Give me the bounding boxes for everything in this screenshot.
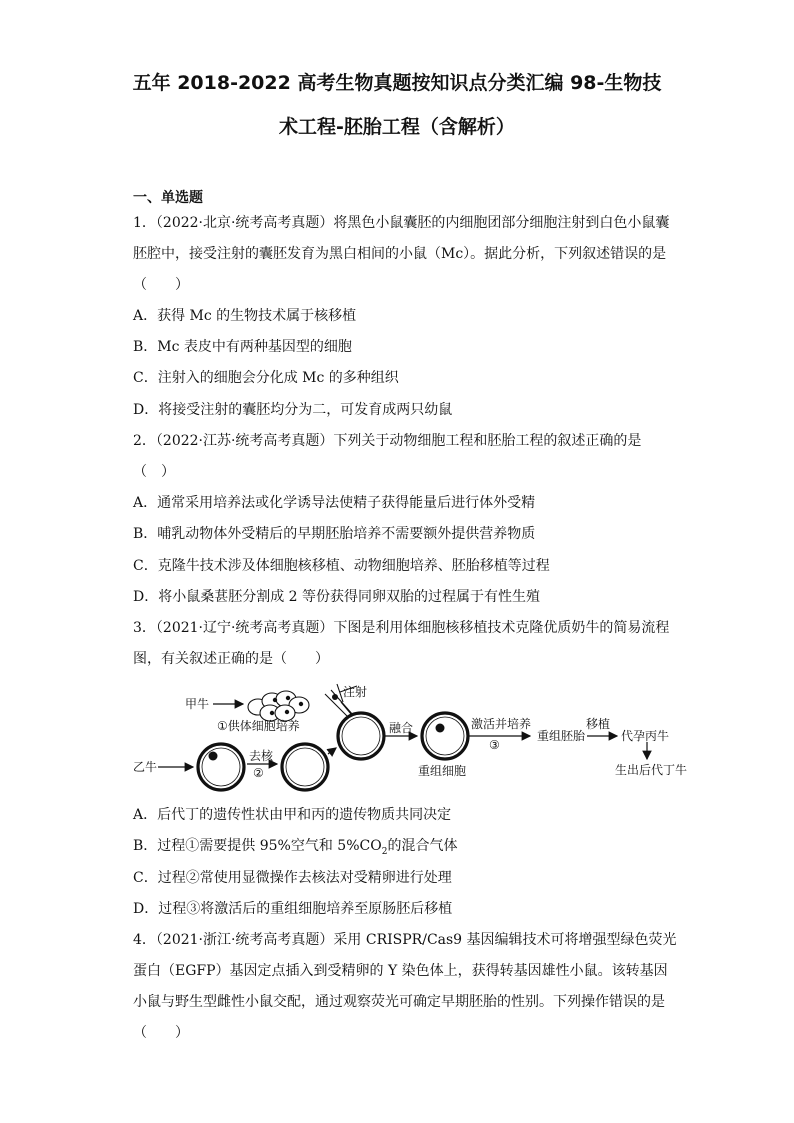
label-enucleation: 去核 xyxy=(249,749,274,763)
q2-option-c: C．克隆牛技术涉及体细胞核移植、动物细胞培养、胚胎移植等过程 xyxy=(133,558,550,574)
q1-option-b: B．Mc 表皮中有两种基因型的细胞 xyxy=(133,339,352,355)
q4-stem-line4: （ ） xyxy=(133,1025,189,1041)
q3-option-b-text: B．过程①需要提供 95%空气和 5%CO xyxy=(133,838,382,854)
label-offspring-ding: 生出后代丁牛 xyxy=(615,763,688,777)
q2-option-b: B．哺乳动物体外受精后的早期胚胎培养不需要额外提供营养物质 xyxy=(133,526,536,542)
section-heading: 一、单选题 xyxy=(133,190,203,206)
label-recombinant-cell: 重组细胞 xyxy=(418,764,467,778)
oocyte-with-nucleus xyxy=(198,744,244,790)
q3-option-c: C．过程②常使用显微操作去核法对受精卵进行处理 xyxy=(133,870,452,886)
label-step2: ② xyxy=(253,766,264,780)
donor-cell-cluster xyxy=(248,691,309,721)
label-activate-culture: 激活并培养 xyxy=(471,717,532,731)
label-transplant: 移植 xyxy=(586,717,611,731)
q3-option-d: D．过程③将激活后的重组细胞培养至原肠胚后移植 xyxy=(133,901,453,917)
q3-option-a: A．后代丁的遗传性状由甲和丙的遗传物质共同决定 xyxy=(133,807,452,823)
q2-option-d: D．将小鼠桑葚胚分割成 2 等份获得同卵双胎的过程属于有性生殖 xyxy=(133,589,541,605)
recombinant-cell xyxy=(422,713,468,759)
q4-stem-line1: 4．（2021·浙江·统考高考真题）采用 CRISPR/Cas9 基因编辑技术可将增强型绿色荧光 xyxy=(133,932,677,948)
label-jia-cow: 甲牛 xyxy=(185,697,210,711)
q1-option-d: D．将接受注射的囊胚均分为二，可发育成两只幼鼠 xyxy=(133,402,453,418)
q3-stem-line1: 3．（2021·辽宁·统考高考真题）下图是利用体细胞核移植技术克隆优质奶牛的简易流程 xyxy=(133,620,670,636)
q1-stem-line3: （ ） xyxy=(133,277,189,293)
label-yi-cow: 乙牛 xyxy=(133,760,158,774)
q2-option-a: A．通常采用培养法或化学诱导法使精子获得能量后进行体外受精 xyxy=(133,495,536,511)
cloning-flow-diagram xyxy=(125,680,705,792)
q4-stem-line2: 蛋白（EGFP）基因定点插入到受精卵的 Y 染色体上，获得转基因雄性小鼠。该转基因 xyxy=(133,963,668,979)
q3-stem-line2: 图，有关叙述正确的是（ ） xyxy=(133,651,329,667)
enucleated-oocyte xyxy=(282,744,328,790)
q1-option-a: A．获得 Mc 的生物技术属于核移植 xyxy=(133,308,357,324)
label-recombinant-embryo: 重组胚胎 xyxy=(537,729,586,743)
q2-stem-line2: （ ） xyxy=(133,464,175,480)
q2-stem-line1: 2．（2022·江苏·统考高考真题）下列关于动物细胞工程和胚胎工程的叙述正确的是 xyxy=(133,433,642,449)
q1-stem-line1: 1．（2022·北京·统考高考真题）将黑色小鼠囊胚的内细胞团部分细胞注射到白色小鼠囊 xyxy=(133,215,670,231)
q3-option-b-tail: 的混合气体 xyxy=(387,838,458,854)
q3-option-b-subscript: 2 xyxy=(381,846,388,857)
label-injection: 注射 xyxy=(343,685,368,699)
q4-stem-line3: 小鼠与野生型雌性小鼠交配，通过观察荧光可确定早期胚胎的性别。下列操作错误的是 xyxy=(133,994,665,1010)
q3-option-b xyxy=(133,835,457,857)
label-step1: ①供体细胞培养 xyxy=(217,719,300,733)
label-surrogate-bing: 代孕丙牛 xyxy=(621,729,670,743)
injection-oocyte xyxy=(338,713,384,759)
label-step3: ③ xyxy=(489,738,500,752)
page-title-line1: 五年 2018-2022 高考生物真题按知识点分类汇编 98-生物技 xyxy=(132,72,662,94)
label-fusion: 融合 xyxy=(389,721,414,735)
q1-option-c: C．注射入的细胞会分化成 Mc 的多种组织 xyxy=(133,370,399,386)
q1-stem-line2: 胚腔中，接受注射的囊胚发育为黑白相间的小鼠（Mc）。据此分析，下列叙述错误的是 xyxy=(133,246,667,262)
page-title-line2: 术工程-胚胎工程（含解析） xyxy=(279,116,515,138)
